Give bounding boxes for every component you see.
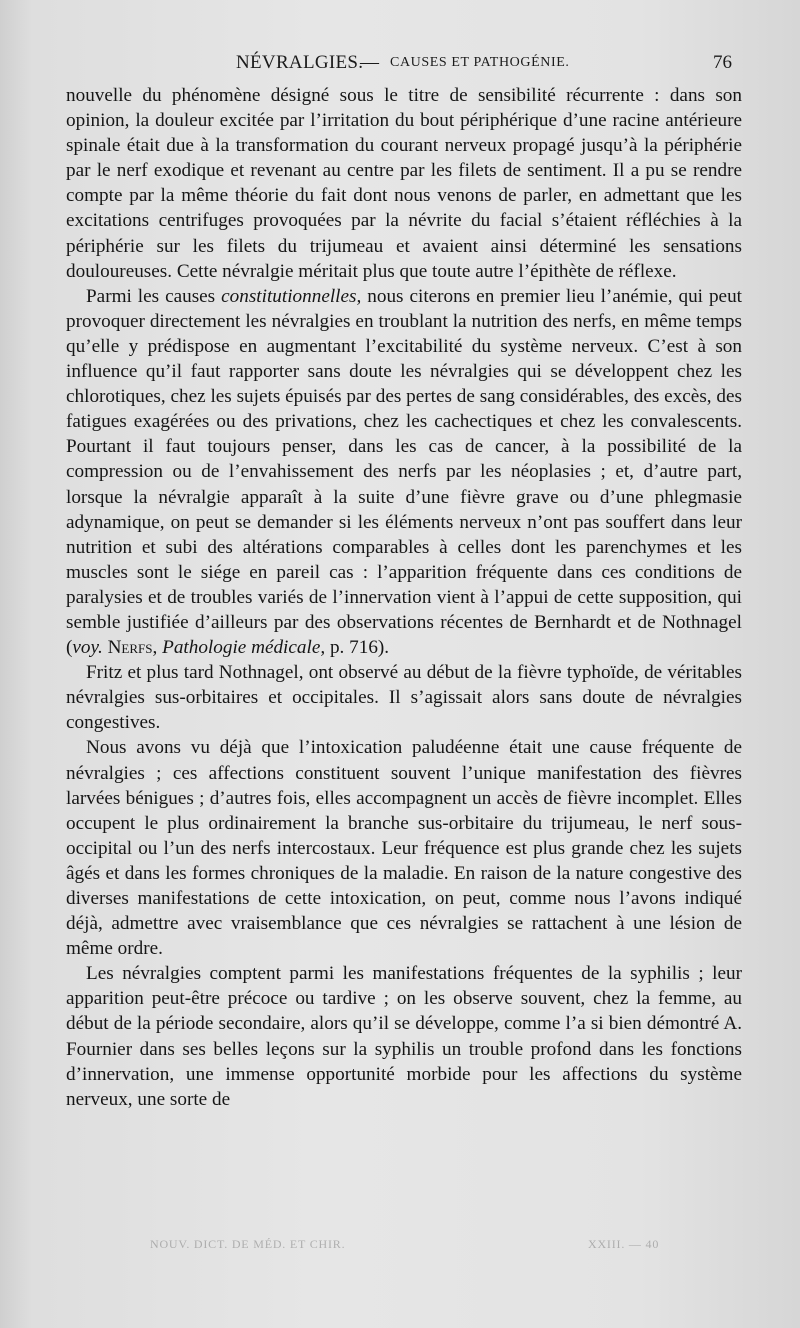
reference-open: ( [66,637,73,659]
paragraph-4: Nous avons vu déjà que l’intoxication paludéenne était une cause fréquente de névralgies ; ces affections constituent souvent l’unique manifestation des fièvres larvées bénigues ; d’autres fois, elles accompagnent un accès de fièvre incomplet. Elles occupent le plus ordinairement la branche sus-orbitaire du trijumeau, le nerf sous-occipital ou l’un des nerfs intercostaux. Leur fréquence est plus grande chez les sujets âgés et dans les formes chroniques de la maladie. En raison de la nature congestive des diverses manifestations de cette intoxication, on peut, comme nous l’avons indiqué déjà, admettre avec vraisemblance que ces névralgies se rattachent à une lésion de même ordre. [66,737,742,960]
footer-volume: XXIII. — 40 [588,1237,660,1251]
running-title: NÉVRALGIES. [236,52,364,73]
reference-voy: voy. [72,637,103,659]
paragraph-5: Les névralgies comptent parmi les manifestations fréquentes de la syphilis ; leur apparition peut-être précoce ou tardive ; on les observe souvent, chez la femme, au début de la période secondaire, alors qu’il se développe, comme l’a si bien démontré A. Fournier dans ses belles leçons sur la syphilis un trouble profond dans les fonctions d’innervation, une immense opportunité morbide pour les affections du système nerveux, une sorte de [66,963,742,1110]
emphasis-constitutionnelles: constitutionnelles, [221,285,362,307]
paragraph-1: nouvelle du phénomène désigné sous le titre de sensibilité récurrente : dans son opinion, la douleur excitée par l’irritation du bout périphérique d’une racine antérieure spinale était due à la transformation du courant nerveux propagé jusqu’à la périphérie par le nerf exodique et revenant au centre par les filets de sentiment. Il a pu se rendre compte par la même théorie du fait dont nous venons de parler, en admettant que les excitations centrifuges provoquées par la névrite du facial s’étaient réfléchies à la périphérie sur les filets du trijumeau et avaient ainsi déterminé les sensations douloureuses. Cette névralgie méritait plus que toute autre l’épithète de réflexe. [66,85,742,282]
paragraph-2-start: Parmi les causes [86,285,222,307]
reference-page: p. 716). [325,637,390,659]
running-section-title: CAUSES ET PATHOGÉNIE. [390,55,570,70]
paragraph-2 [66,284,742,660]
footer-publication: NOUV. DICT. DE MÉD. ET CHIR. [150,1237,346,1251]
paragraph-3: Fritz et plus tard Nothnagel, ont observé au début de la fièvre typhoïde, de véritables névralgies sus-orbitaires et occipitales. Il s’agissait alors sans doute de névralgies congestives. [66,662,742,734]
body-text [66,83,742,1112]
paragraph-2-body: nous citerons en premier lieu l’anémie, qui peut provoquer directement les névralgies en troublant la nutrition des nerfs, en même temps qu’elle y prédispose en augmentant l’excitabilité du système nerveux. C’est à son influence qu’il faut rapporter sans doute les névralgies qui se développent chez les chlorotiques, chez les sujets épuisés par des pertes de sang considérables, des excès, des fatigues exagérées ou des privations, chez les cachectiques et chez les convalescents. Pourtant il faut toujours penser, dans les cas de cancer, à la possibilité de la compression ou de l’envahissement des nerfs par les néoplasies ; et, d’autre part, lorsque la névralgie apparaît à la suite d’une fièvre grave ou d’une phlegmasie adynamique, on peut se demander si les éléments nerveux n’ont pas souffert dans leur nutrition et subi des altérations comparables à celles dont les parenchymes et les muscles sont le siége en pareil cas : l’apparition fréquente dans ces conditions de paralysies et de troubles variés de l’innervation vient à l’appui de cette supposition, qui semble justifiée d’ailleurs par des observations récentes de Bernhardt et de Nothnagel [66,285,743,633]
faint-footer-signature [0,1237,800,1257]
header-separator: — [360,52,379,73]
page-number: 76 [713,52,732,73]
running-header [0,52,800,78]
reference-book-title: Pathologie médicale, [162,637,326,659]
reference-nerfs: Nerfs, [107,637,158,659]
